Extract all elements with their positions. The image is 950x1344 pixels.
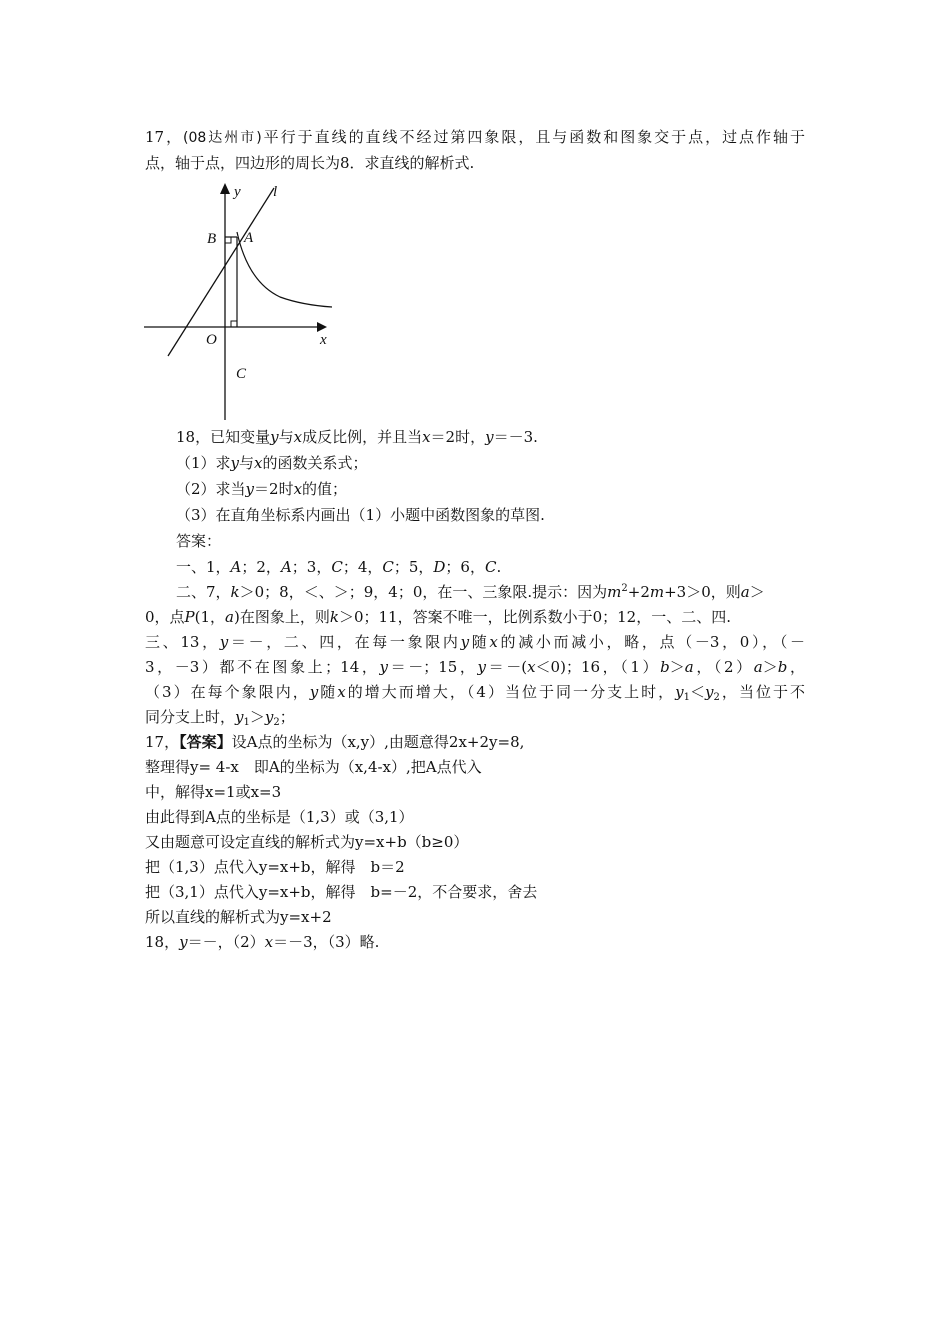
x-axis-arrow [317, 322, 327, 332]
solution17-line-5: 又由题意可设定直线的解析式为y=x+b（b≥0） [145, 833, 469, 851]
q18-stem: 18，已知变量y与x成反比例，并且当x＝2时，y＝－3. [176, 428, 538, 446]
right-angle-C [231, 321, 237, 327]
solution17-line-7: 把（3,1）点代入y=x+b，解得 b=－2，不合要求，舍去 [145, 883, 538, 901]
answers-section-3-line-1: 三、13，y＝－，二、四，在每一象限内y随x的减小而减小，略，点（－3，0），（－ [145, 633, 805, 651]
solution17-line-2: 整理得y= 4-x 即A的坐标为（x,4-x）,把A点代入 [145, 758, 482, 776]
answers-label: 答案： [176, 532, 222, 550]
answers-section-3-line-3: （3）在每个象限内，y随x的增大而增大，（4）当位于同一分支上时，$y_1<y_2$，当位于不 [145, 683, 805, 703]
answers-section-2-line-2: 0，点P(1，a)在图象上，则k＞0；11，答案不唯一，比例系数小于0；12，一、二、四. [145, 608, 731, 626]
answers-section-1: 一、1，A；2，A；3，C；4，C；5，D；6，C. [176, 558, 502, 576]
coordinate-graph [140, 180, 340, 425]
answers-section-2-line-1: 二、7，k＞0；8，＜、＞；9，4；0，在一、三象限.提示：因为$m^2+2m+3>0$，则a＞ [176, 583, 765, 601]
solution17-line-4: 由此得到A点的坐标是（1,3）或（3,1） [145, 808, 414, 826]
label-B: B [207, 231, 217, 247]
answers-section-3-line-2: 3，－3）都不在图象上；14，y＝－；15，y＝－(x＜0)；16，（1）b＞a，（2）a＞b， [145, 658, 805, 676]
q18-part-3: （3）在直角坐标系内画出（1）小题中函数图象的草图. [176, 506, 545, 524]
q17-line-2: 点，轴于点，四边形的周长为8．求直线的解析式. [145, 154, 475, 172]
answers-section-3-line-4: 同分支上时，$y_1>y_2$； [145, 708, 295, 728]
q18-part-2: （2）求当y＝2时x的值； [176, 480, 348, 498]
label-O: O [206, 332, 217, 348]
right-angle-B [225, 237, 231, 243]
y-axis-arrow [220, 183, 230, 194]
solution17-line-3: 中，解得x=1或x=3 [145, 783, 282, 801]
label-C: C [236, 366, 247, 382]
solution17-line-8: 所以直线的解析式为y=x+2 [145, 908, 332, 926]
label-A: A [244, 230, 254, 246]
label-l: l [273, 184, 278, 200]
label-x: x [320, 332, 327, 348]
solution17-line-6: 把（1,3）点代入y=x+b，解得 b＝2 [145, 858, 405, 876]
line-l [168, 188, 274, 356]
solution17-line-1: 17，【答案】设A点的坐标为（x,y）,由题意得2x+2y=8, [145, 733, 525, 751]
q17-line-1: 17，(08达州市)平行于直线的直线不经过第四象限，且与函数和图象交于点，过点作轴于 [145, 128, 805, 146]
label-y: y [234, 184, 241, 200]
q18-part-1: （1）求y与x的函数关系式； [176, 454, 368, 472]
solution18: 18，y＝－，（2）x＝－3，（3）略. [145, 933, 380, 951]
